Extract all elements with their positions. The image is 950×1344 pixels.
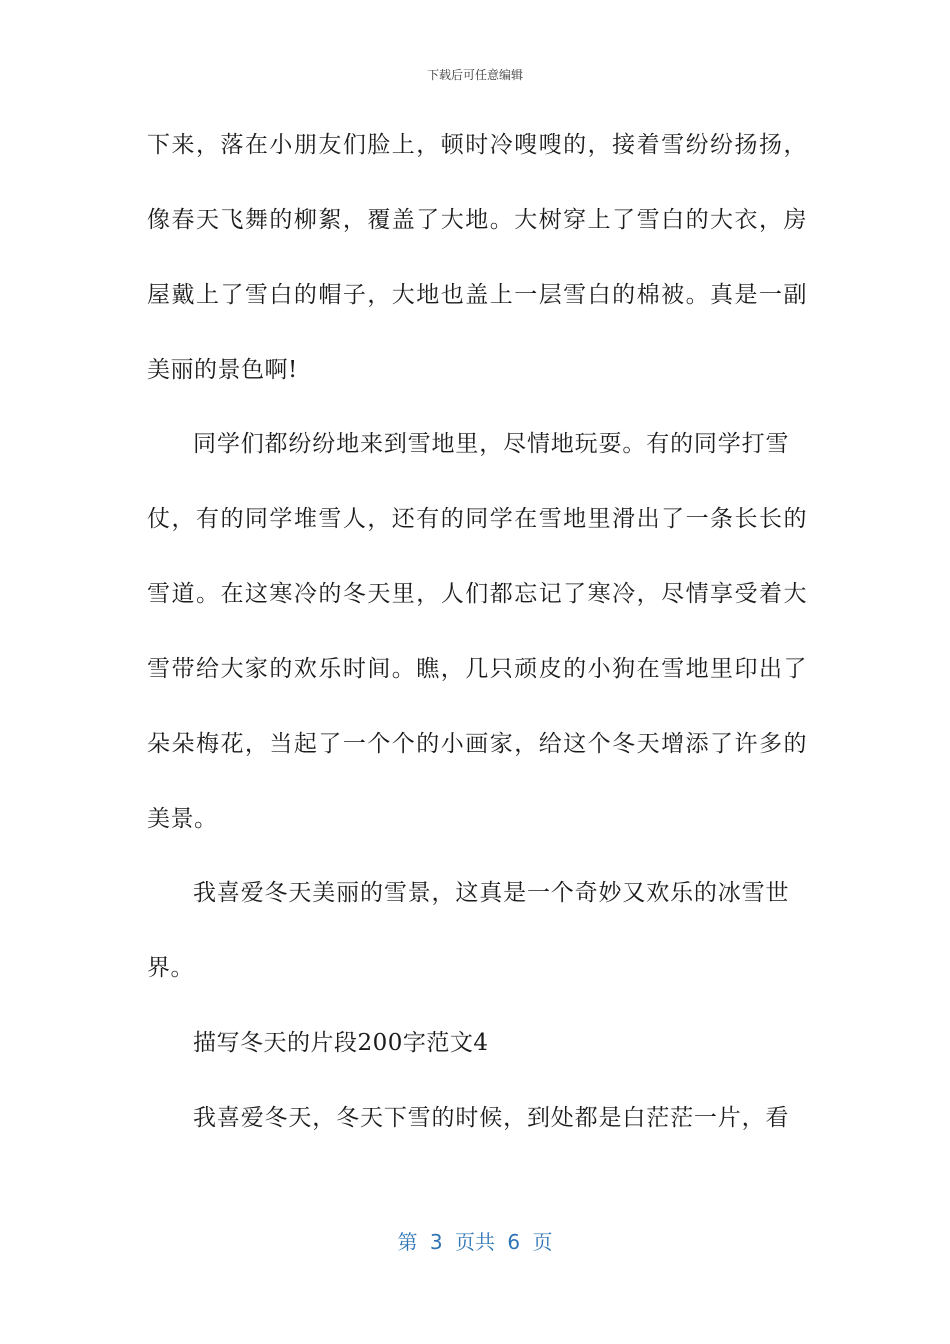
text-line: 雪带给大家的欢乐时间。瞧，几只顽皮的小狗在雪地里印出了 xyxy=(147,656,807,682)
page-footer xyxy=(0,1226,950,1255)
text-line: 雪道。在这寒冷的冬天里，人们都忘记了寒冷，尽情享受着大 xyxy=(147,581,807,607)
text-line: 朵朵梅花，当起了一个个的小画家，给这个冬天增添了许多的 xyxy=(147,731,807,757)
section-heading: 描写冬天的片段200字范文4 xyxy=(193,1030,489,1056)
total-page-number: 6 xyxy=(507,1230,521,1254)
footer-suffix: 页 xyxy=(532,1230,553,1254)
paragraph-first-line: 同学们都纷纷地来到雪地里，尽情地玩耍。有的同学打雪 xyxy=(193,431,789,457)
text-line: 像春天飞舞的柳絮，覆盖了大地。大树穿上了雪白的大衣，房 xyxy=(147,207,807,233)
paragraph-first-line: 我喜爱冬天美丽的雪景，这真是一个奇妙又欢乐的冰雪世 xyxy=(193,880,789,906)
page-header: 下载后可任意编辑 xyxy=(426,68,523,82)
footer-prefix: 第 xyxy=(397,1230,418,1254)
text-line: 美丽的景色啊! xyxy=(147,357,298,383)
current-page-number: 3 xyxy=(429,1230,443,1254)
text-line: 下来，落在小朋友们脸上，顿时冷嗖嗖的，接着雪纷纷扬扬， xyxy=(147,132,807,158)
footer-middle: 页共 xyxy=(455,1230,495,1254)
text-line: 美景。 xyxy=(147,806,218,832)
text-line: 屋戴上了雪白的帽子，大地也盖上一层雪白的棉被。真是一副 xyxy=(147,282,807,308)
text-line: 界。 xyxy=(147,955,194,981)
text-line: 仗，有的同学堆雪人，还有的同学在雪地里滑出了一条长长的 xyxy=(147,506,807,532)
paragraph-first-line: 我喜爱冬天，冬天下雪的时候，到处都是白茫茫一片，看 xyxy=(193,1105,789,1131)
